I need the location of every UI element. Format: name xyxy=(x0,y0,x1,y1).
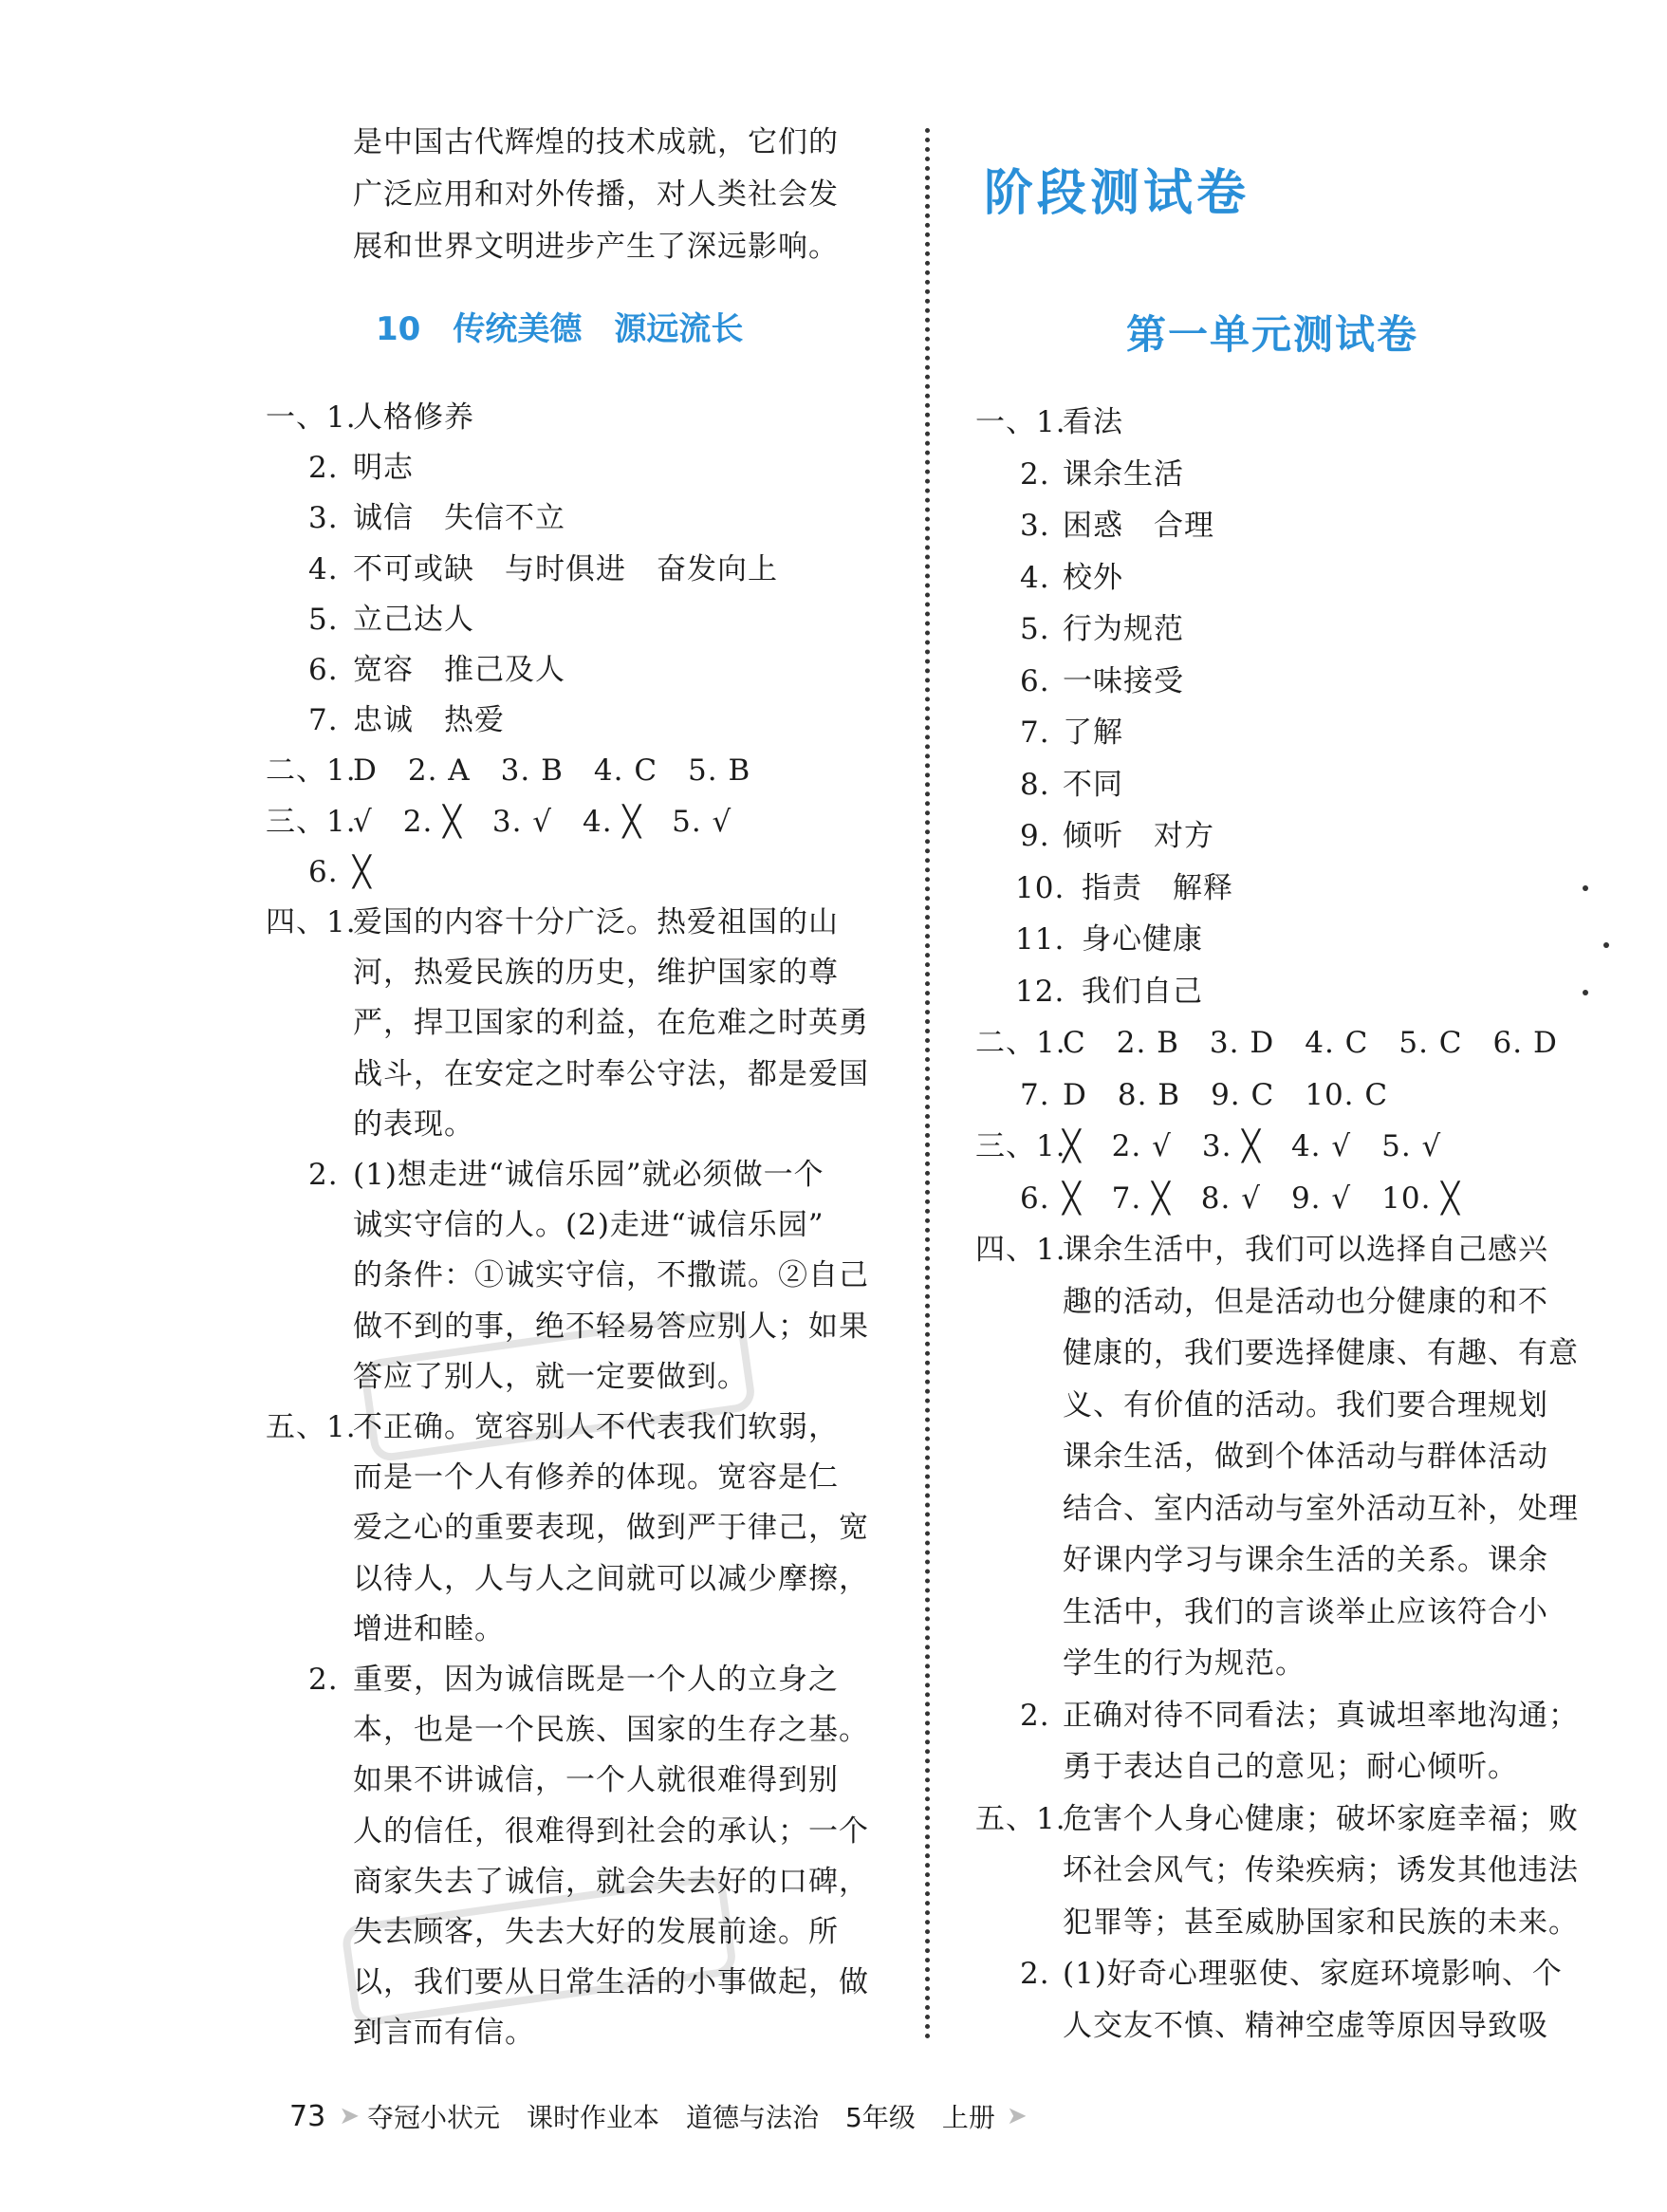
answer-text: 看法 xyxy=(1063,405,1123,439)
item-number: 二、1. xyxy=(975,1026,1066,1060)
answer-text: 正确对待不同看法；真诚坦率地沟通； xyxy=(1063,1698,1579,1733)
answer-text: 以待人，人与人之间就可以减少摩擦， xyxy=(353,1561,869,1596)
item-number: 一、1. xyxy=(266,400,357,435)
answer-text: D 8. B 9. C 10. C xyxy=(1063,1077,1389,1112)
answer-text: 到言而有信。 xyxy=(353,2016,535,2051)
answer-text: 失去顾客，失去大好的发展前途。所 xyxy=(353,1915,839,1949)
answer-text: 义、有价值的活动。我们要合理规划 xyxy=(1063,1387,1548,1422)
page-footer xyxy=(289,2092,1035,2140)
answer-text: 不可或缺 与时俱进 奋发向上 xyxy=(353,551,778,586)
answer-text: 勇于表达自己的意见；耐心倾听。 xyxy=(1063,1750,1518,1784)
answer-text: 的条件：①诚实守信，不撒谎。②自己 xyxy=(353,1258,869,1293)
answer-text: 爱之心的重要表现，做到严于律己，宽 xyxy=(353,1511,869,1546)
item-number: 12. xyxy=(1015,974,1065,1009)
margin-dot xyxy=(1603,942,1609,948)
unit-title: 第一单元测试卷 xyxy=(1126,311,1419,358)
answer-text: ╳ 7. ╳ 8. √ 9. √ 10. ╳ xyxy=(1063,1180,1460,1216)
answer-text: 我们自己 xyxy=(1082,974,1203,1009)
answer-text: 诚实守信的人。(2)走进“诚信乐园” xyxy=(353,1208,824,1243)
answer-text: 严，捍卫国家的利益，在危难之时英勇 xyxy=(353,1006,869,1041)
answer-text: 如果不讲诚信，一个人就很难得到别 xyxy=(353,1763,839,1798)
item-number: 6. xyxy=(1020,663,1050,698)
item-number: 3. xyxy=(1020,509,1050,543)
answer-text: C 2. B 3. D 4. C 5. C 6. D xyxy=(1063,1026,1558,1060)
page-number: 73 xyxy=(289,2099,326,2133)
answer-text: 课余生活中，我们可以选择自己感兴 xyxy=(1063,1233,1548,1267)
item-number: 四、1. xyxy=(266,905,357,939)
body-text-line: 展和世界文明进步产生了深远影响。 xyxy=(353,230,839,264)
answer-text: 课余生活，做到个体活动与群体活动 xyxy=(1063,1440,1548,1474)
item-number: 一、1. xyxy=(975,405,1066,439)
answer-text: (1)想走进“诚信乐园”就必须做一个 xyxy=(353,1158,824,1192)
answer-text: 做不到的事，绝不轻易答应别人；如果 xyxy=(353,1309,869,1344)
answer-text: 指责 解释 xyxy=(1082,870,1233,905)
item-number: 4. xyxy=(1020,560,1050,595)
item-number: 6. xyxy=(1020,1180,1050,1216)
item-number: 6. xyxy=(308,854,339,889)
answer-text: 犯罪等；甚至威胁国家和民族的未来。 xyxy=(1063,1905,1579,1940)
answer-text: 健康的，我们要选择健康、有趣、有意 xyxy=(1063,1336,1579,1370)
stage-title: 阶段测试卷 xyxy=(984,165,1250,222)
answer-text: 困惑 合理 xyxy=(1063,509,1214,543)
body-text-line: 广泛应用和对外传播，对人类社会发 xyxy=(353,177,839,212)
item-number: 2. xyxy=(1020,1957,1050,1991)
answer-text: 诚信 失信不立 xyxy=(353,501,565,536)
arrow-icon: ➤ xyxy=(1006,2102,1028,2130)
item-number: 二、1. xyxy=(266,753,357,789)
answer-text: 好课内学习与课余生活的关系。课余 xyxy=(1063,1543,1548,1577)
answer-text: 身心健康 xyxy=(1082,922,1203,957)
item-number: 3. xyxy=(308,501,339,536)
answer-text: ╳ xyxy=(353,854,372,889)
answer-text: 的表现。 xyxy=(353,1106,474,1142)
book-name: 课时作业本 xyxy=(527,2102,660,2133)
item-number: 五、1. xyxy=(975,1801,1066,1836)
answer-text: 答应了别人，就一定要做到。 xyxy=(353,1359,748,1394)
answer-text: 人格修养 xyxy=(353,400,474,435)
arrow-icon: ➤ xyxy=(339,2102,360,2130)
answer-text: 商家失去了诚信，就会失去好的口碑， xyxy=(353,1864,869,1899)
answer-text: 重要，因为诚信既是一个人的立身之 xyxy=(353,1663,839,1697)
answer-text: 爱国的内容十分广泛。热爱祖国的山 xyxy=(353,905,839,939)
item-number: 10. xyxy=(1015,870,1065,905)
item-number: 6. xyxy=(308,653,339,687)
answer-text: D 2. A 3. B 4. C 5. B xyxy=(353,753,751,789)
item-number: 11. xyxy=(1015,922,1065,957)
margin-dot xyxy=(1583,990,1588,995)
item-number: 9. xyxy=(1020,819,1050,853)
body-text-line: 是中国古代辉煌的技术成就，它们的 xyxy=(353,125,839,159)
answer-text: 忠诚 热爱 xyxy=(353,703,505,738)
answer-text: 生活中，我们的言谈举止应该符合小 xyxy=(1063,1594,1548,1629)
answer-text: 坏社会风气；传染疾病；诱发其他违法 xyxy=(1063,1853,1579,1887)
item-number: 2. xyxy=(308,1158,339,1192)
answer-text: 本，也是一个民族、国家的生存之基。 xyxy=(353,1713,869,1748)
answer-text: 人交友不慎、精神空虚等原因导致吸 xyxy=(1063,2008,1548,2043)
answer-text: 结合、室内活动与室外活动互补，处理 xyxy=(1063,1491,1579,1526)
answer-text: 河，热爱民族的历史，维护国家的尊 xyxy=(353,956,839,991)
item-number: 2. xyxy=(308,1663,339,1697)
item-number: 2. xyxy=(1020,1698,1050,1733)
item-number: 7. xyxy=(1020,716,1050,750)
column-divider xyxy=(925,128,930,2040)
answer-text: 增进和睦。 xyxy=(353,1611,505,1646)
brand-name: 夺冠小状元 xyxy=(366,2102,500,2133)
answer-text: 人的信任，很难得到社会的承认；一个 xyxy=(353,1813,869,1849)
answer-text: 课余生活 xyxy=(1063,456,1184,492)
answer-text: 明志 xyxy=(353,451,414,486)
item-number: 2. xyxy=(1020,456,1050,492)
answer-text: 立己达人 xyxy=(353,602,474,637)
answer-text: 行为规范 xyxy=(1063,612,1184,646)
answer-text: √ 2. ╳ 3. √ 4. ╳ 5. √ xyxy=(353,804,732,839)
item-number: 7. xyxy=(1020,1077,1050,1112)
answer-text: 而是一个人有修养的体现。宽容是仁 xyxy=(353,1460,839,1496)
answer-text: 危害个人身心健康；破坏家庭幸福；败 xyxy=(1063,1801,1579,1836)
answer-text: 学生的行为规范。 xyxy=(1063,1646,1306,1681)
item-number: 三、1. xyxy=(266,804,357,839)
item-number: 2. xyxy=(308,451,339,486)
answer-text: 宽容 推己及人 xyxy=(353,653,565,687)
item-number: 7. xyxy=(308,703,339,738)
answer-text: 以，我们要从日常生活的小事做起，做 xyxy=(353,1965,869,2000)
answer-text: 了解 xyxy=(1063,716,1123,750)
item-number: 5. xyxy=(1020,612,1050,646)
answer-text: 趣的活动，但是活动也分健康的和不 xyxy=(1063,1284,1548,1319)
answer-text: 不正确。宽容别人不代表我们软弱， xyxy=(353,1410,839,1444)
grade-label: 5年级 xyxy=(845,2102,916,2133)
answer-text: ╳ 2. √ 3. ╳ 4. √ 5. √ xyxy=(1063,1129,1442,1163)
item-number: 8. xyxy=(1020,767,1050,802)
answer-text: 校外 xyxy=(1063,560,1123,595)
answer-text: 不同 xyxy=(1063,767,1123,802)
answer-text: (1)好奇心理驱使、家庭环境影响、个 xyxy=(1063,1957,1563,1991)
answer-text: 一味接受 xyxy=(1063,663,1184,698)
volume-label: 上册 xyxy=(941,2102,995,2133)
subject-name: 道德与法治 xyxy=(686,2102,820,2133)
lesson-title: 10 传统美德 源远流长 xyxy=(376,310,744,348)
item-number: 5. xyxy=(308,602,339,637)
item-number: 五、1. xyxy=(266,1410,357,1444)
answer-text: 倾听 对方 xyxy=(1063,819,1214,853)
item-number: 三、1. xyxy=(975,1129,1066,1163)
item-number: 4. xyxy=(308,551,339,586)
margin-dot xyxy=(1583,885,1588,891)
answer-text: 战斗，在安定之时奉公守法，都是爱国 xyxy=(353,1056,869,1091)
item-number: 四、1. xyxy=(975,1233,1066,1267)
